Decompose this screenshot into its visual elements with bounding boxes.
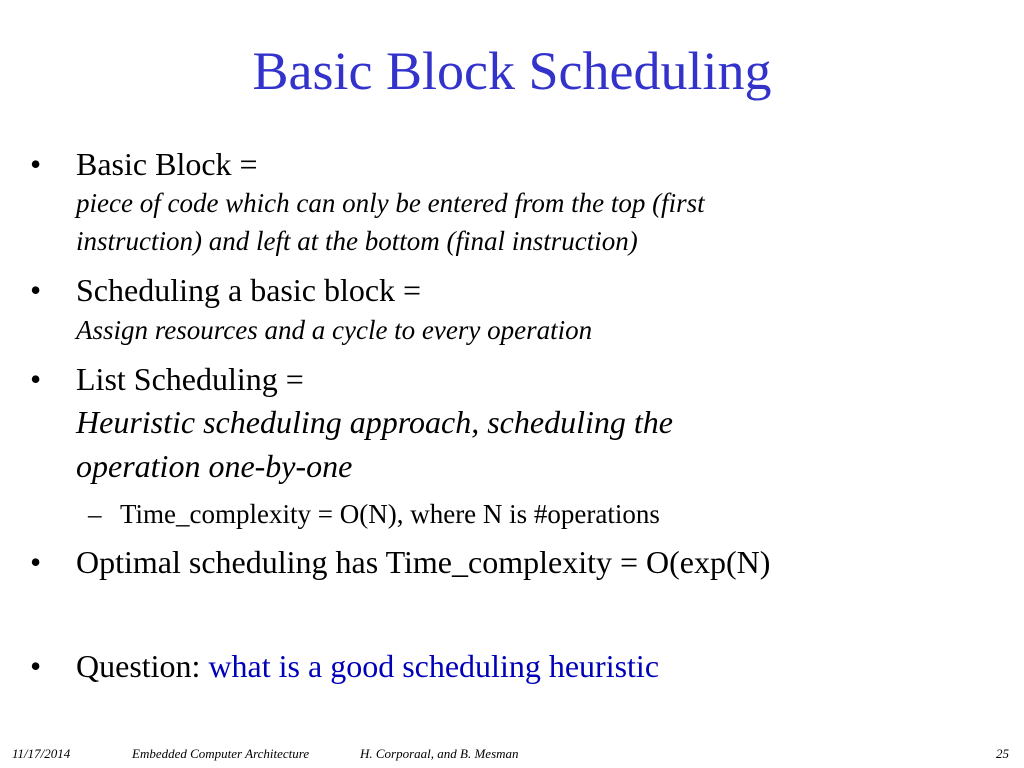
- sub-bullet-dash: –: [88, 499, 102, 529]
- bullet-glyph: •: [30, 648, 42, 684]
- bullet-glyph: •: [30, 544, 42, 580]
- footer-authors: H. Corporaal, and B. Mesman: [360, 746, 519, 761]
- footer-page-number: 25: [996, 746, 1009, 761]
- bullet-scheduling-basic-block-definition: Assign resources and a cycle to every operation: [76, 315, 593, 345]
- slide-title: Basic Block Scheduling: [252, 41, 772, 101]
- bullet-question-text: [76, 646, 659, 686]
- bullet-list-scheduling-definition-line2: operation one-by-one: [76, 448, 353, 484]
- bullet-scheduling-basic-block-term: Scheduling a basic block =: [76, 272, 422, 308]
- bullet-glyph: •: [30, 272, 42, 308]
- footer-course: Embedded Computer Architecture: [132, 746, 310, 761]
- bullet-basic-block-term: Basic Block =: [76, 146, 258, 182]
- bullet-optimal-scheduling-text: Optimal scheduling has Time_complexity = O(exp(N): [76, 544, 771, 580]
- bullet-glyph: •: [30, 146, 42, 182]
- bullet-glyph: •: [30, 361, 42, 397]
- question-prefix: Question:: [76, 648, 201, 684]
- footer-date: 11/17/2014: [12, 746, 71, 761]
- bullet-basic-block-definition-line1: piece of code which can only be entered from the top (first: [76, 188, 705, 218]
- bullet-list-scheduling-term: List Scheduling =: [76, 361, 304, 397]
- bullet-basic-block-definition-line2: instruction) and left at the bottom (final instruction): [76, 226, 638, 256]
- question-highlight: what is a good scheduling heuristic: [208, 648, 660, 684]
- sub-bullet-time-complexity: Time_complexity = O(N), where N is #operations: [120, 499, 660, 529]
- bullet-list-scheduling-definition-line1: Heuristic scheduling approach, scheduling the: [76, 404, 673, 440]
